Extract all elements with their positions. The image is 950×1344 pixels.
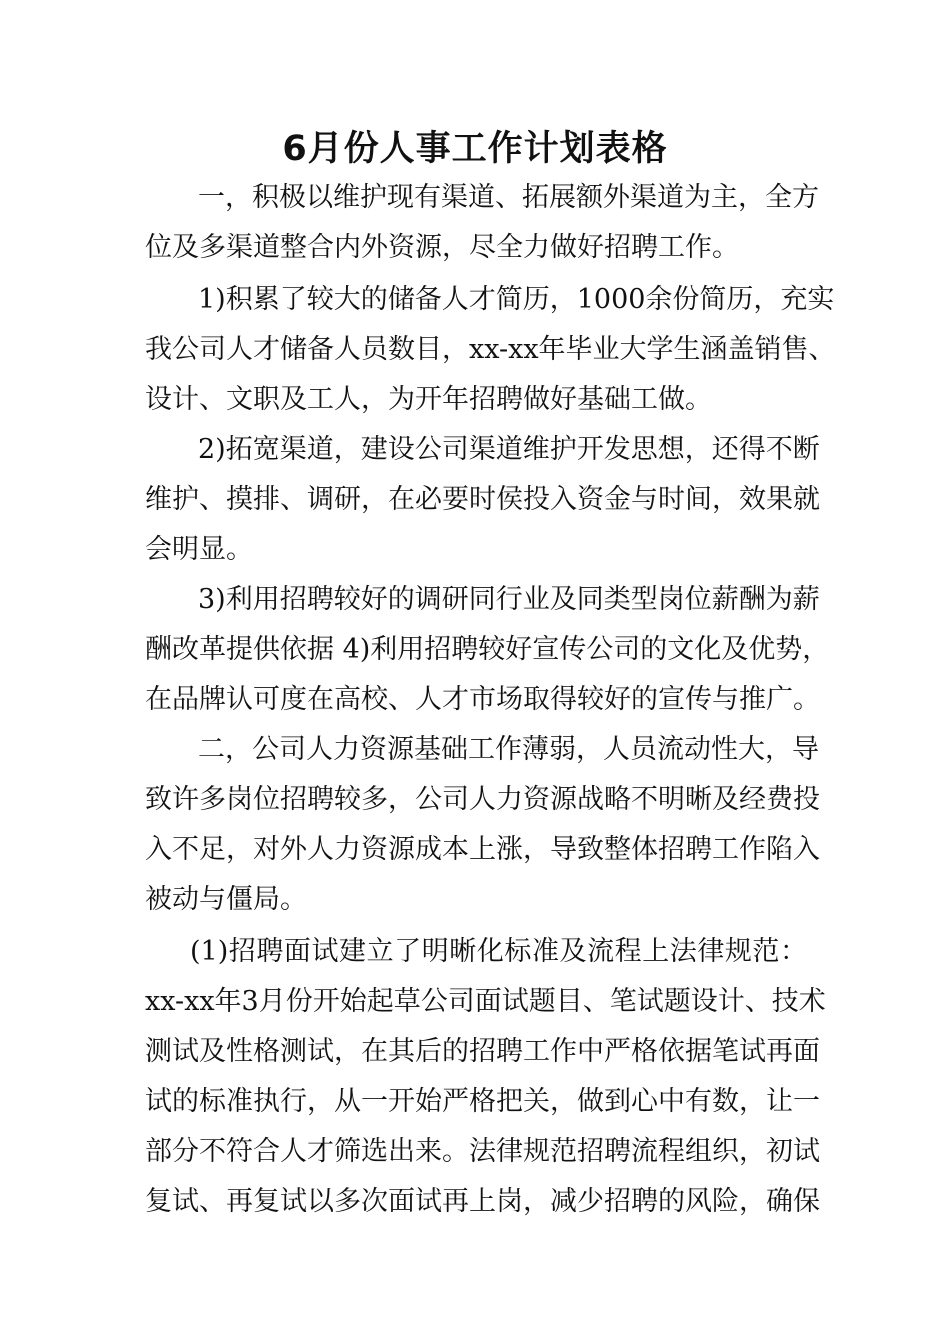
paragraph-line: 设计、文职及工人，为开年招聘做好基础工做。 [145, 384, 712, 415]
paragraph-line: 一，积极以维护现有渠道、拓展额外渠道为主，全方 [198, 182, 819, 213]
paragraph-line: 维护、摸排、调研，在必要时侯投入资金与时间，效果就 [145, 484, 820, 515]
paragraph-line: 入不足，对外人力资源成本上涨，导致整体招聘工作陷入 [145, 834, 820, 865]
paragraph-line: 试的标准执行，从一开始严格把关，做到心中有数，让一 [145, 1086, 820, 1117]
paragraph-line: (1)招聘面试建立了明晰化标准及流程上法律规范： [190, 936, 807, 967]
paragraph-line: 致许多岗位招聘较多，公司人力资源战略不明晰及经费投 [145, 784, 820, 815]
paragraph-line: 部分不符合人才筛选出来。法律规范招聘流程组织，初试 [145, 1136, 820, 1167]
paragraph-line: 我公司人才储备人员数目，xx-xx年毕业大学生涵盖销售、 [145, 334, 836, 365]
paragraph-line: 酬改革提供依据 4)利用招聘较好宣传公司的文化及优势， [145, 634, 830, 665]
paragraph-line: 3)利用招聘较好的调研同行业及同类型岗位薪酬为薪 [198, 584, 820, 615]
paragraph-line: 被动与僵局。 [145, 884, 307, 915]
paragraph-line: 1)积累了较大的储备人才简历，1000余份简历，充实 [198, 284, 835, 315]
paragraph-line: 在品牌认可度在高校、人才市场取得较好的宣传与推广。 [145, 684, 820, 715]
paragraph-line: 会明显。 [145, 534, 253, 565]
paragraph-line: 2)拓宽渠道，建设公司渠道维护开发思想，还得不断 [198, 434, 820, 465]
paragraph-line: 位及多渠道整合内外资源，尽全力做好招聘工作。 [145, 232, 739, 263]
paragraph-line: xx-xx年3月份开始起草公司面试题目、笔试题设计、技术 [145, 986, 826, 1017]
paragraph-line: 二，公司人力资源基础工作薄弱，人员流动性大，导 [198, 734, 819, 765]
paragraph-line: 复试、再复试以多次面试再上岗，减少招聘的风险，确保 [145, 1186, 820, 1217]
paragraph-line: 测试及性格测试，在其后的招聘工作中严格依据笔试再面 [145, 1036, 820, 1067]
document-title: 6月份人事工作计划表格 [282, 129, 668, 169]
